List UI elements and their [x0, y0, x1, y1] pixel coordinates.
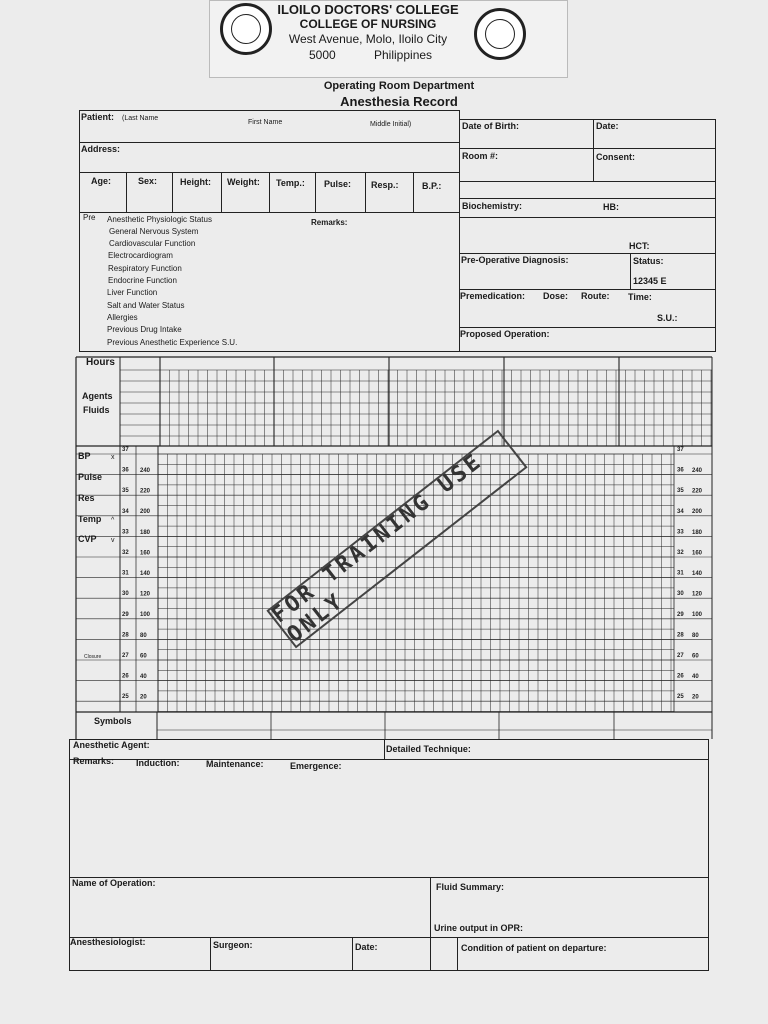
pre-item: Previous Anesthetic Experience S.U.: [107, 338, 238, 347]
pulse-scale-right-tick: 120: [692, 591, 703, 598]
pre-item: Electrocardiogram: [108, 251, 173, 260]
temp-scale-right-tick: 26: [677, 673, 684, 680]
pulse-scale-left-tick: 160: [140, 550, 151, 557]
sex-label: Sex:: [138, 176, 158, 186]
pre-prefix: Pre: [83, 213, 96, 222]
anesthesiologist-label: Anesthesiologist:: [70, 937, 146, 947]
consent-label: Consent:: [596, 152, 635, 162]
temp-scale-left-tick: 25: [122, 694, 129, 701]
department: Operating Room Department: [323, 80, 475, 92]
patient-label: Patient:: [81, 112, 115, 122]
pulse-scale-left-tick: 120: [140, 591, 151, 598]
pulse-scale-left-tick: 40: [140, 674, 147, 680]
temp-scale-right-tick: 35: [677, 488, 684, 495]
pre-item: Liver Function: [107, 288, 158, 297]
name-of-operation-label: Name of Operation:: [72, 878, 156, 888]
pulse-scale-left-tick: 20: [140, 694, 147, 701]
bp-symbol: x: [111, 454, 115, 461]
temp-symbol: ^: [111, 517, 115, 524]
anesthetic-agent-label: Anesthetic Agent:: [73, 740, 150, 750]
cvp-symbol: v: [111, 537, 115, 544]
temp-scale-right-tick: 27: [677, 653, 684, 659]
res-chart-label: Res: [78, 493, 95, 503]
pulse-scale-left-tick: 180: [140, 529, 151, 536]
weight-label: Weight:: [227, 177, 260, 187]
maintenance-label: Maintenance:: [206, 759, 264, 769]
condition-label: Condition of patient on departure:: [461, 943, 607, 953]
hours-label: Hours: [86, 357, 115, 368]
temp-scale-left-tick: 34: [122, 508, 129, 515]
room-label: Room #:: [462, 151, 498, 161]
temp-scale-left-tick: 31: [122, 570, 129, 577]
agents-label: Agents: [82, 391, 113, 401]
college-unit: COLLEGE OF NURSING: [299, 17, 437, 31]
address-label: Address:: [81, 144, 121, 154]
height-label: Height:: [180, 177, 211, 187]
pulse-scale-right-tick: 140: [692, 571, 703, 577]
pulse-scale-right-tick: 80: [692, 632, 699, 639]
date-label: Date:: [596, 121, 619, 131]
temp-scale-left-tick: 26: [122, 673, 129, 680]
pre-item: Anesthetic Physiologic Status: [107, 215, 212, 224]
pulse-scale-right-tick: 240: [692, 468, 703, 474]
temp-scale-right-tick: 34: [677, 508, 684, 515]
cvp-chart-label: CVP: [78, 534, 97, 544]
pulse-scale-right-tick: 160: [692, 550, 703, 557]
temp-scale-right-tick: 36: [677, 467, 684, 474]
pulse-label: Pulse:: [324, 179, 352, 189]
pulse-scale-left-tick: 220: [140, 488, 151, 495]
temp-scale-left-tick: 33: [122, 529, 129, 536]
bottom-date-label: Date:: [355, 942, 378, 952]
proposed-operation-label: Proposed Operation:: [460, 329, 550, 339]
form-title: Anesthesia Record: [340, 94, 458, 109]
bp-chart-label: BP: [78, 451, 91, 461]
hb-label: HB:: [603, 202, 619, 212]
remarks-label: Remarks:: [311, 218, 348, 227]
temp-scale-right-tick: 33: [677, 529, 684, 536]
temp-scale-left-tick: 28: [122, 632, 129, 639]
temp-scale-right-tick: 31: [677, 570, 684, 577]
pre-item: Respiratory Function: [108, 264, 182, 273]
temp-scale-left-tick: 27: [122, 653, 129, 659]
pre-item: Previous Drug Intake: [107, 325, 182, 334]
pulse-chart-label: Pulse: [78, 472, 103, 482]
urine-output-label: Urine output in OPR:: [434, 923, 523, 933]
temp-scale-right-tick: 25: [677, 694, 684, 701]
temp-scale-left-tick: 32: [122, 550, 129, 556]
temp-scale-left-tick: 35: [122, 488, 129, 495]
last-name-label: (Last Name: [122, 115, 159, 122]
dose-label: Dose:: [543, 291, 569, 301]
pre-item: Cardiovascular Function: [109, 239, 196, 248]
pulse-scale-right-tick: 20: [692, 694, 699, 701]
temp-scale-right-tick: 30: [677, 591, 684, 598]
pulse-scale-right-tick: 60: [692, 653, 699, 660]
temp-chart-label: Temp: [78, 514, 102, 524]
college-country: Philippines: [374, 48, 433, 62]
closure-label: Closure: [84, 654, 102, 660]
pre-item: General Nervous System: [109, 227, 199, 236]
college-address: West Avenue, Molo, Iloilo City: [288, 32, 448, 46]
biochemistry-label: Biochemistry:: [462, 201, 523, 211]
temp-label: Temp.:: [276, 178, 305, 188]
bottom-remarks-label: Remarks:: [73, 756, 115, 766]
training-stamp-text: FOR TRAINING USE ONLY: [267, 448, 488, 648]
temp-scale-right-tick: 37: [677, 447, 684, 453]
middle-initial-label: Middle Initial): [370, 121, 412, 128]
temp-scale-left-tick: 30: [122, 591, 129, 598]
status-value: 12345 E: [633, 276, 667, 286]
pulse-scale-right-tick: 220: [692, 488, 703, 495]
hct-label: HCT:: [629, 241, 650, 251]
pulse-scale-left-tick: 100: [140, 612, 151, 619]
route-label: Route:: [581, 291, 610, 301]
premedication-label: Premedication:: [460, 291, 526, 301]
fluids-label: Fluids: [83, 405, 110, 415]
age-label: Age:: [91, 176, 111, 186]
fluid-summary-label: Fluid Summary:: [436, 882, 505, 892]
bp-label: B.P.:: [422, 181, 442, 191]
pulse-scale-right-tick: 200: [692, 509, 703, 516]
status-label: Status:: [633, 256, 664, 266]
preop-diagnosis-label: Pre-Operative Diagnosis:: [461, 255, 569, 265]
temp-scale-right-tick: 32: [677, 550, 684, 556]
pulse-scale-left-tick: 200: [140, 509, 151, 516]
symbols-label: Symbols: [94, 716, 132, 726]
college-name: ILOILO DOCTORS' COLLEGE: [277, 2, 459, 17]
emergence-label: Emergence:: [290, 761, 342, 771]
pre-item: Salt and Water Status: [107, 301, 185, 310]
pulse-scale-left-tick: 240: [140, 468, 151, 474]
temp-scale-left-tick: 36: [122, 467, 129, 474]
pulse-scale-right-tick: 100: [692, 612, 703, 619]
pre-item: Allergies: [107, 313, 138, 322]
time-label: Time:: [628, 292, 652, 302]
pulse-scale-left-tick: 80: [140, 632, 147, 639]
pre-item: Endocrine Function: [108, 276, 177, 285]
first-name-label: First Name: [248, 119, 283, 126]
surgeon-label: Surgeon:: [213, 940, 253, 950]
detailed-technique-label: Detailed Technique:: [386, 744, 471, 754]
induction-label: Induction:: [136, 758, 180, 768]
pulse-scale-left-tick: 60: [140, 653, 147, 660]
temp-scale-left-tick: 37: [122, 447, 129, 453]
temp-scale-left-tick: 29: [122, 611, 129, 618]
temp-scale-right-tick: 28: [677, 632, 684, 639]
college-zip: 5000: [309, 48, 336, 62]
pulse-scale-left-tick: 140: [140, 571, 151, 577]
pulse-scale-right-tick: 180: [692, 529, 703, 536]
resp-label: Resp.:: [371, 180, 399, 190]
su-label: S.U.:: [657, 313, 678, 323]
dob-label: Date of Birth:: [462, 121, 519, 131]
temp-scale-right-tick: 29: [677, 611, 684, 618]
pulse-scale-right-tick: 40: [692, 674, 699, 680]
